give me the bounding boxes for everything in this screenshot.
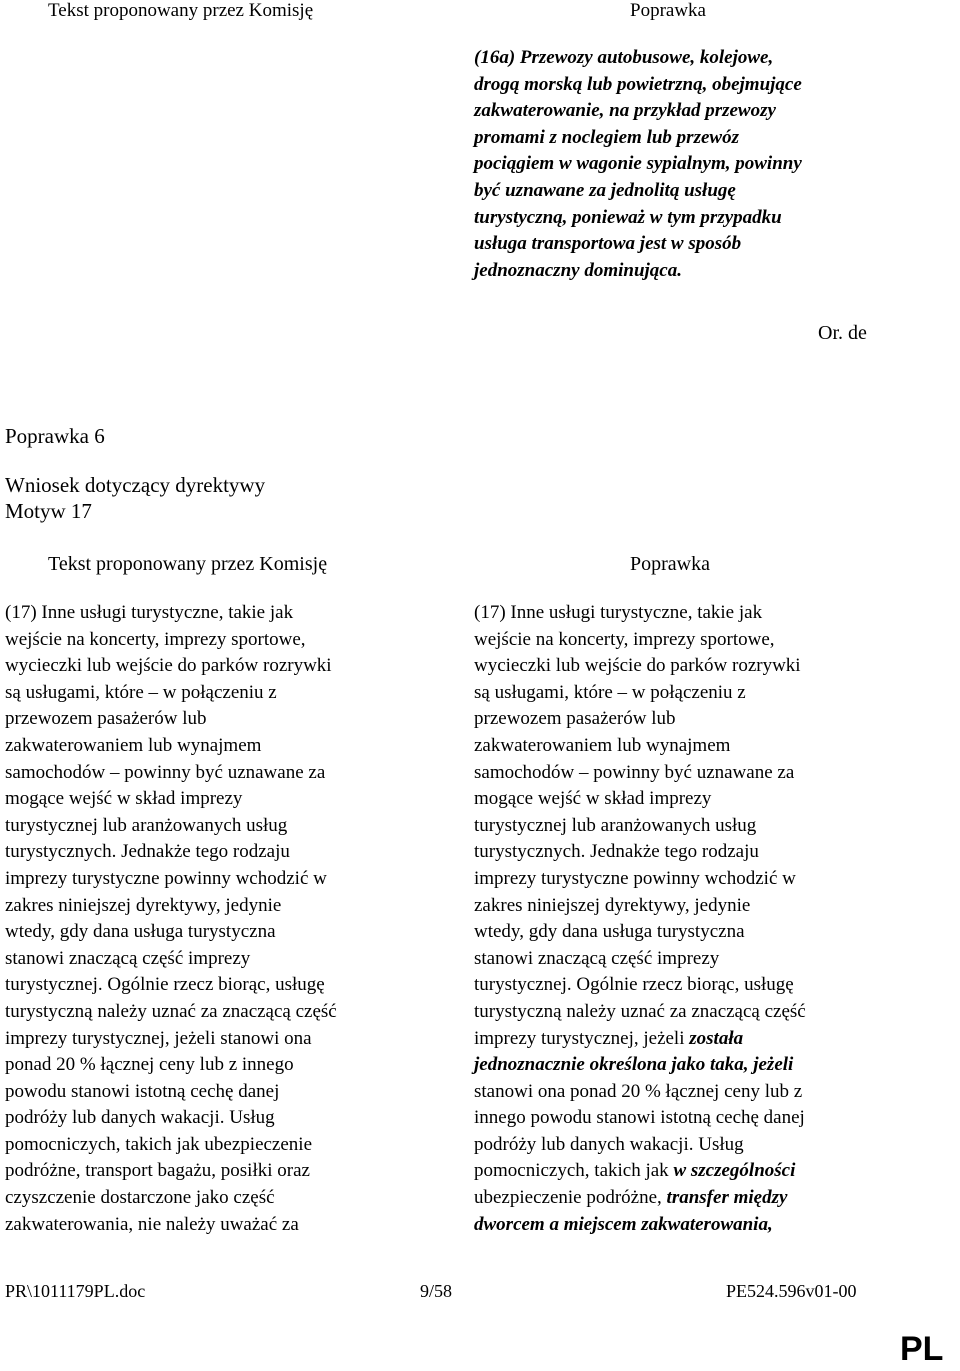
text-line: (17) Inne usługi turystyczne, takie jak <box>5 602 294 623</box>
text-line <box>474 999 806 1026</box>
text-line: turystycznych. Jednakże tego rodzaju <box>5 841 290 863</box>
text-line: imprezy turystyczne powinny wchodzić w <box>5 867 327 889</box>
text-segment: ubezpieczenie podróżne, <box>474 1187 667 1209</box>
text-line <box>474 946 806 973</box>
text-line: wejście na koncerty, imprezy sportowe, <box>5 628 306 650</box>
text-line <box>474 760 806 787</box>
original-language: Or. de <box>818 322 867 344</box>
text-line <box>474 919 806 946</box>
text-line <box>474 1158 806 1185</box>
text-line: podróżne, transport bagażu, posiłki oraz <box>5 1160 310 1182</box>
text-line <box>474 706 806 733</box>
amended-segment: w szczególności <box>673 1160 796 1182</box>
text-line <box>474 1132 806 1159</box>
text-segment: stanowi znaczącą część imprezy <box>474 947 720 969</box>
text-line <box>474 1105 806 1132</box>
text-segment: wejście na koncerty, imprezy sportowe, <box>474 628 775 650</box>
right-column-header: Poprawka <box>630 553 710 575</box>
text-segment: innego powodu stanowi istotną cechę danej <box>474 1107 805 1129</box>
previous-amendment-text <box>474 45 802 284</box>
text-line: być uznawane za jednolitą usługę <box>474 179 736 201</box>
right-column-header-top: Poprawka <box>630 0 706 21</box>
text-line <box>474 972 806 999</box>
text-line <box>474 653 806 680</box>
text-line: pociągiem w wagonie sypialnym, powinny <box>474 153 802 175</box>
text-line: zakwaterowaniem lub wynajmem <box>5 734 262 756</box>
footer-page-number: 9/58 <box>420 1281 453 1301</box>
text-line: wtedy, gdy dana usługa turystyczna <box>5 921 276 943</box>
text-line: czyszczenie dostarczone jako część <box>5 1187 275 1209</box>
text-line: samochodów – powinny być uznawane za <box>5 761 326 783</box>
text-line: przewozem pasażerów lub <box>5 708 207 730</box>
text-segment: turystycznej lub aranżowanych usług <box>474 814 757 836</box>
text-line <box>474 627 806 654</box>
text-segment: samochodów – powinny być uznawane za <box>474 761 795 783</box>
footer-doc-ref: PR\1011179PL.doc <box>5 1281 146 1301</box>
text-line: (16a) Przewozy autobusowe, kolejowe, <box>474 47 774 68</box>
text-line <box>474 680 806 707</box>
text-line: zakwaterowania, nie należy uważać za <box>5 1213 299 1235</box>
text-segment: zakres niniejszej dyrektywy, jedynie <box>474 894 751 916</box>
text-segment: (17) Inne usługi turystyczne, takie jak <box>474 602 763 623</box>
footer-language-code: PL <box>900 1330 944 1368</box>
text-segment: pomocniczych, takich jak <box>474 1160 674 1182</box>
text-line: są usługami, które – w połączeniu z <box>5 681 277 703</box>
left-column-header-top: Tekst proponowany przez Komisję <box>48 0 314 21</box>
text-line <box>474 1079 806 1106</box>
amended-segment: dworcem a miejscem zakwaterowania, <box>474 1213 773 1235</box>
text-line: promami z noclegiem lub przewóz <box>474 126 739 148</box>
text-line: turystyczną należy uznać za znaczącą część <box>5 1000 337 1022</box>
text-line: ponad 20 % łącznej ceny lub z innego <box>5 1054 294 1076</box>
text-segment: są usługami, które – w połączeniu z <box>474 681 746 703</box>
recital-label: Motyw 17 <box>5 499 92 523</box>
text-line: mogące wejść w skład imprezy <box>5 788 243 810</box>
amended-segment: transfer między <box>666 1187 788 1209</box>
text-line <box>474 839 806 866</box>
commission-text <box>5 600 337 1238</box>
text-line: pomocniczych, takich jak ubezpieczenie <box>5 1133 313 1155</box>
text-segment: turystyczną należy uznać za znaczącą część <box>474 1000 806 1022</box>
text-segment: imprezy turystyczne powinny wchodzić w <box>474 867 796 889</box>
text-line <box>474 1185 806 1212</box>
text-line: turystycznej lub aranżowanych usług <box>5 814 288 836</box>
text-line <box>474 733 806 760</box>
text-line: podróży lub danych wakacji. Usług <box>5 1107 275 1129</box>
text-segment: turystycznej. Ogólnie rzecz biorąc, usługę <box>474 974 794 996</box>
text-segment: wtedy, gdy dana usługa turystyczna <box>474 921 745 943</box>
text-line <box>474 1052 806 1079</box>
text-line <box>474 786 806 813</box>
text-line: turystyczną, ponieważ w tym przypadku <box>474 206 782 228</box>
text-line <box>474 893 806 920</box>
amended-segment: jednoznacznie określona jako taka, jeżeli <box>474 1054 794 1076</box>
text-segment: imprezy turystycznej, jeżeli <box>474 1027 690 1049</box>
text-segment: podróży lub danych wakacji. Usług <box>474 1133 744 1155</box>
text-line: powodu stanowi istotną cechę danej <box>5 1080 280 1102</box>
text-line <box>474 600 806 627</box>
text-segment: zakwaterowaniem lub wynajmem <box>474 734 731 756</box>
text-line <box>474 866 806 893</box>
text-line: zakwaterowanie, na przykład przewozy <box>474 100 776 122</box>
text-line: drogą morską lub powietrzną, obejmujące <box>474 73 802 95</box>
text-segment: stanowi ona ponad 20 % łącznej ceny lub z <box>474 1080 803 1102</box>
text-line: zakres niniejszej dyrektywy, jedynie <box>5 894 282 916</box>
text-segment: turystycznych. Jednakże tego rodzaju <box>474 841 759 863</box>
proposal-label: Wniosek dotyczący dyrektywy <box>5 473 266 497</box>
text-line <box>474 1026 806 1053</box>
left-column-header: Tekst proponowany przez Komisję <box>48 553 328 575</box>
text-line: wycieczki lub wejście do parków rozrywki <box>5 655 332 677</box>
text-line: stanowi znaczącą część imprezy <box>5 947 251 969</box>
amended-segment: została <box>689 1027 744 1049</box>
amendment-text <box>474 600 806 1238</box>
text-line: jednoznaczny dominująca. <box>474 259 682 281</box>
text-line: imprezy turystycznej, jeżeli stanowi ona <box>5 1027 312 1049</box>
text-segment: mogące wejść w skład imprezy <box>474 788 712 810</box>
text-segment: przewozem pasażerów lub <box>474 708 676 730</box>
amendment-title: Poprawka 6 <box>5 424 105 448</box>
text-line: usługa transportowa jest w sposób <box>474 233 742 255</box>
text-line: turystycznej. Ogólnie rzecz biorąc, usługę <box>5 974 325 996</box>
footer-doc-code: PE524.596v01-00 <box>726 1281 857 1301</box>
text-segment: wycieczki lub wejście do parków rozrywki <box>474 655 801 677</box>
text-line <box>474 1212 806 1239</box>
text-line <box>474 813 806 840</box>
